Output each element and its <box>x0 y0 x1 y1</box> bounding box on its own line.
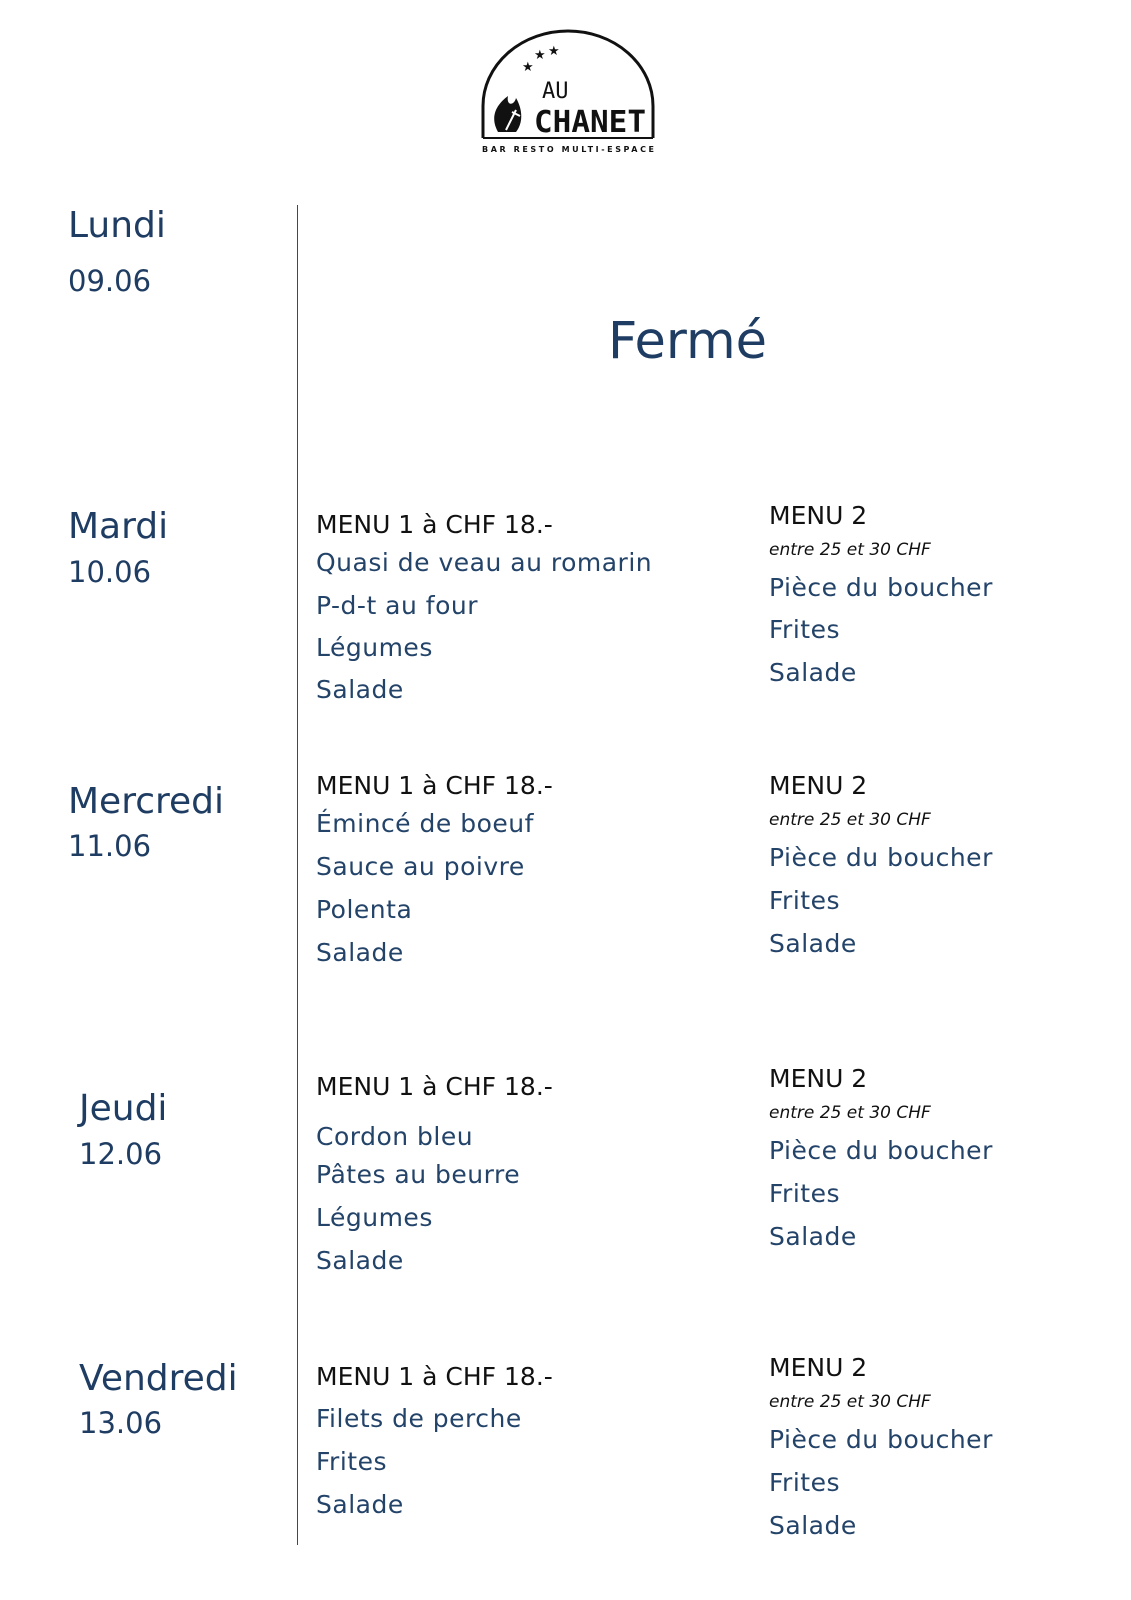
menu2-item: Frites <box>769 1468 840 1497</box>
menu1-item: Pâtes au beurre <box>316 1160 521 1189</box>
menu1-item: Cordon bleu <box>316 1122 474 1151</box>
menu1-title: MENU 1 à CHF 18.- <box>316 510 553 539</box>
logo-tagline: BAR RESTO MULTI-ESPACE <box>482 145 654 154</box>
menu2-subtitle: entre 25 et 30 CHF <box>769 540 931 560</box>
menu2-item: Salade <box>769 929 857 958</box>
day-date-lundi: 09.06 <box>68 264 152 298</box>
menu2-title: MENU 2 <box>769 771 868 800</box>
menu2-item: Pièce du boucher <box>769 1425 993 1454</box>
menu1-item: Sauce au poivre <box>316 852 525 881</box>
menu1-item: Quasi de veau au romarin <box>316 548 653 577</box>
menu1-title: MENU 1 à CHF 18.- <box>316 771 553 800</box>
menu1-item: Émincé de boeuf <box>316 809 534 838</box>
menu2-item: Frites <box>769 886 840 915</box>
day-name-mardi: Mardi <box>68 506 169 547</box>
menu2-title: MENU 2 <box>769 1064 868 1093</box>
day-date-mardi: 10.06 <box>68 555 152 589</box>
menu2-item: Pièce du boucher <box>769 1136 993 1165</box>
menu1-title: MENU 1 à CHF 18.- <box>316 1072 553 1101</box>
closed-label: Fermé <box>608 312 768 371</box>
menu1-item: Salade <box>316 675 404 704</box>
menu1-item: Filets de perche <box>316 1404 522 1433</box>
menu1-item: P-d-t au four <box>316 591 479 620</box>
day-date-vendredi: 13.06 <box>79 1406 163 1440</box>
menu2-subtitle: entre 25 et 30 CHF <box>769 1392 931 1412</box>
menu2-item: Salade <box>769 658 857 687</box>
day-name-mercredi: Mercredi <box>68 781 225 822</box>
menu2-item: Pièce du boucher <box>769 843 993 872</box>
menu1-item: Légumes <box>316 1203 433 1232</box>
menu2-subtitle: entre 25 et 30 CHF <box>769 810 931 830</box>
day-name-vendredi: Vendredi <box>79 1358 238 1399</box>
logo-text-au: AU <box>542 79 569 104</box>
logo-arch-icon <box>478 26 658 156</box>
restaurant-logo <box>478 26 658 156</box>
svg-text:★: ★ <box>534 48 546 63</box>
day-name-lundi: Lundi <box>68 205 166 246</box>
menu1-title: MENU 1 à CHF 18.- <box>316 1362 553 1391</box>
menu2-item: Frites <box>769 1179 840 1208</box>
svg-text:★: ★ <box>522 60 534 75</box>
menu2-item: Pièce du boucher <box>769 573 993 602</box>
svg-text:★: ★ <box>548 44 560 59</box>
vertical-divider <box>297 205 298 1545</box>
logo-text-chanet: CHANET <box>534 105 646 140</box>
menu1-item: Frites <box>316 1447 387 1476</box>
day-name-jeudi: Jeudi <box>79 1088 168 1129</box>
menu1-item: Salade <box>316 1490 404 1519</box>
menu1-item: Salade <box>316 1246 404 1275</box>
day-date-jeudi: 12.06 <box>79 1137 163 1171</box>
day-date-mercredi: 11.06 <box>68 829 152 863</box>
menu2-title: MENU 2 <box>769 501 868 530</box>
menu2-subtitle: entre 25 et 30 CHF <box>769 1103 931 1123</box>
menu2-item: Frites <box>769 615 840 644</box>
menu1-item: Polenta <box>316 895 413 924</box>
menu1-item: Légumes <box>316 633 433 662</box>
menu2-title: MENU 2 <box>769 1353 868 1382</box>
menu2-item: Salade <box>769 1222 857 1251</box>
menu1-item: Salade <box>316 938 404 967</box>
menu2-item: Salade <box>769 1511 857 1540</box>
